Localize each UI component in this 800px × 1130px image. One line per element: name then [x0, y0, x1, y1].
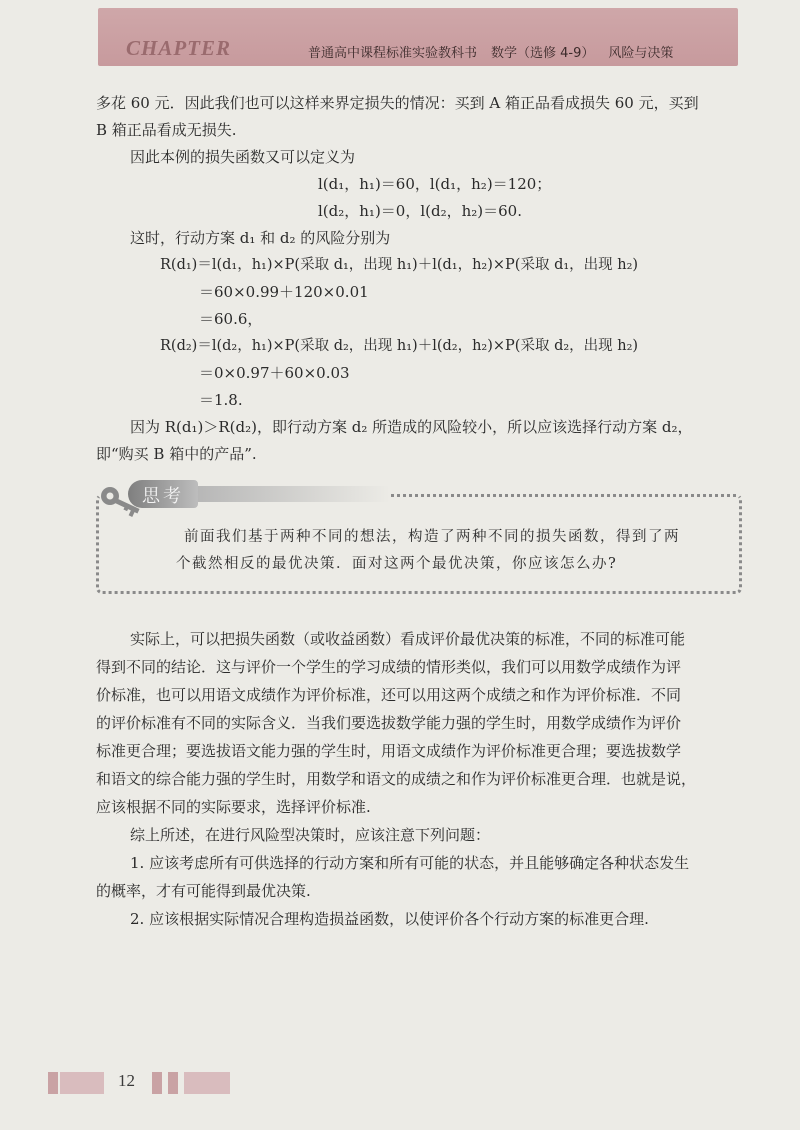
- paragraph-line: 因此本例的损失函数又可以定义为: [130, 148, 356, 166]
- footer-deco: [152, 1072, 162, 1094]
- paragraph-line: 和语文的综合能力强的学生时，用数学和语文的成绩之和作为评价标准更合理．也就是说，: [96, 770, 697, 788]
- footer-deco: [184, 1072, 230, 1094]
- think-label: 思考: [142, 486, 184, 507]
- chapter-header: [98, 8, 738, 66]
- paragraph-line: 即“购买 B 箱中的产品”.: [96, 445, 257, 463]
- topic-title: 风险与决策: [608, 46, 674, 61]
- paragraph-line: 因为 R(d₁)＞R(d₂)，即行动方案 d₂ 所造成的风险较小，所以应该选择行动方案 d₂，: [130, 418, 693, 436]
- subject-title: 数学（选修 4-9）: [491, 46, 595, 61]
- list-item: 2. 应该根据实际情况合理构造损益函数，以使评价各个行动方案的标准更合理.: [130, 910, 649, 928]
- paragraph-line: 多花 60 元．因此我们也可以这样来界定损失的情况：买到 A 箱正品看成损失 60 元，买到: [96, 94, 699, 112]
- footer-deco: [48, 1072, 58, 1094]
- chapter-title: CHAPTER: [126, 36, 232, 60]
- paragraph-line: 得到不同的结论．这与评价一个学生的学习成绩的情形类似，我们可以用数学成绩作为评: [96, 658, 682, 676]
- paragraph-line: 综上所述，在进行风险型决策时，应该注意下列问题：: [130, 826, 491, 844]
- equation-line: R(d₁)＝l(d₁，h₁)×P(采取 d₁，出现 h₁)＋l(d₁，h₂)×P(采取 d₁，出现 h₂): [160, 257, 639, 273]
- paragraph-line: 的评价标准有不同的实际含义．当我们要选拔数学能力强的学生时，用数学成绩作为评价: [96, 714, 682, 732]
- paragraph-line: B 箱正品看成无损失.: [96, 121, 237, 139]
- equation-line: ＝60.6，: [199, 310, 263, 328]
- page-number: 12: [118, 1071, 135, 1090]
- equation-line: ＝1.8.: [199, 391, 243, 409]
- book-title: 普通高中课程标准实验教科书: [308, 46, 478, 61]
- list-item: 1. 应该考虑所有可供选择的行动方案和所有可能的状态，并且能够确定各种状态发生: [130, 854, 690, 872]
- think-text-line: 前面我们基于两种不同的想法，构造了两种不同的损失函数，得到了两: [184, 529, 680, 545]
- paragraph-line: 标准更合理；要选拔语文能力强的学生时，用语文成绩作为评价标准更合理；要选拔数学: [96, 742, 682, 760]
- think-header-bar: [190, 486, 390, 502]
- equation-line: l(d₁，h₁)＝60，l(d₁，h₂)＝120；: [318, 175, 552, 193]
- footer-deco: [168, 1072, 178, 1094]
- paragraph-line: 应该根据不同的实际要求，选择评价标准.: [96, 798, 371, 816]
- equation-line: R(d₂)＝l(d₂，h₁)×P(采取 d₂，出现 h₁)＋l(d₂，h₂)×P(采取 d₂，出现 h₂): [160, 338, 639, 354]
- think-box-top-border: [372, 494, 736, 497]
- paragraph-line: 这时，行动方案 d₁ 和 d₂ 的风险分别为: [130, 229, 391, 247]
- book-title-line: [308, 42, 687, 61]
- equation-line: ＝0×0.97＋60×0.03: [199, 364, 350, 382]
- footer-deco: [60, 1072, 104, 1094]
- paragraph-line: 价标准，也可以用语文成绩作为评价标准，还可以用这两个成绩之和作为评价标准．不同: [96, 686, 682, 704]
- equation-line: l(d₂，h₁)＝0，l(d₂，h₂)＝60.: [318, 202, 522, 220]
- list-item-continuation: 的概率，才有可能得到最优决策.: [96, 882, 311, 900]
- paragraph-line: 实际上，可以把损失函数（或收益函数）看成评价最优决策的标准，不同的标准可能: [130, 630, 686, 648]
- think-text-line: 个截然相反的最优决策．面对这两个最优决策，你应该怎么办?: [176, 556, 618, 572]
- equation-line: ＝60×0.99＋120×0.01: [199, 283, 369, 301]
